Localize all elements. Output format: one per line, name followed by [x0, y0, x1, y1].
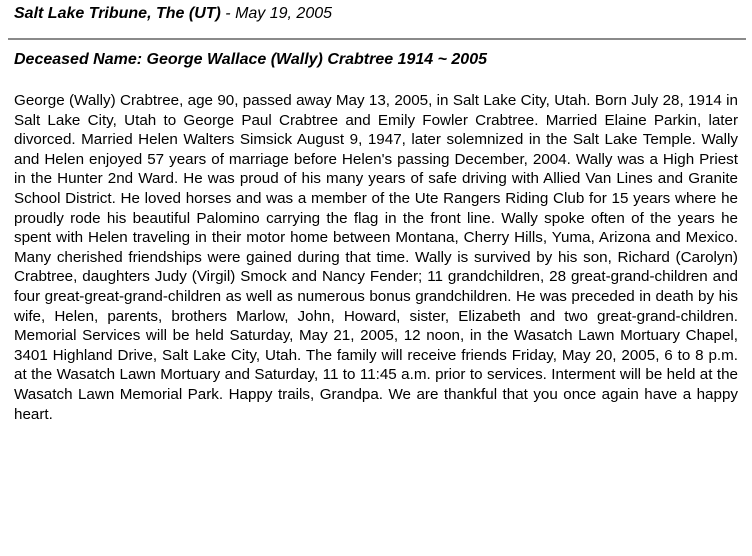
- obituary-body: George (Wally) Crabtree, age 90, passed away May 13, 2005, in Salt Lake City, Utah. Born July 28, 1914 in Salt Lake City, Utah to George Paul Crabtree and Emily Fowler Crabtree. Married Elaine Parkin, later divorced. Married Helen Walters Simsick August 9, 1947, later solemnized in the Salt Lake Temple. Wally and Helen enjoyed 57 years of marriage before Helen's passing December, 2004. Wally was a High Priest in the Hunter 2nd Ward. He was proud of his many years of safe driving with Allied Van Lines and Granite School District. He loved horses and was a member of the Ute Rangers Riding Club for 15 years where he proudly rode his beautiful Palomino carrying the flag in the front line. Wally spoke often of the years he spent with Helen traveling in their motor home between Montana, Cherry Hills, Yuma, Arizona and Mexico. Many cherished friendships were gained during that time. Wally is survived by his son, Richard (Carolyn) Crabtree, daughters Judy (Virgil) Smock and Nancy Fender; 11 grandchildren, 28 great-grand-children and four great-great-grand-children as well as numerous bonus grandchildren. He was preceded in death by his wife, Helen, parents, brothers Marlow, John, Howard, sister, Elizabeth and two great-grand-children. Memorial Services will be held Saturday, May 21, 2005, 12 noon, in the Wasatch Lawn Mortuary Chapel, 3401 Highland Drive, Salt Lake City, Utah. The family will receive friends Friday, May 20, 2005, 6 to 8 p.m. at the Wasatch Lawn Mortuary and Saturday, 11 to 11:45 a.m. prior to services. Interment will be held at the Wasatch Lawn Memorial Park. Happy trails, Grandpa. We are thankful that you once again have a happy heart.: [14, 92, 738, 423]
- header-separator: -: [220, 5, 236, 22]
- publication-source: Salt Lake Tribune, The (UT): [14, 5, 221, 22]
- publication-header: [14, 5, 332, 23]
- deceased-name-heading: Deceased Name: George Wallace (Wally) Crabtree 1914 ~ 2005: [14, 51, 487, 68]
- publication-date: May 19, 2005: [235, 5, 333, 22]
- header-divider: [8, 38, 746, 40]
